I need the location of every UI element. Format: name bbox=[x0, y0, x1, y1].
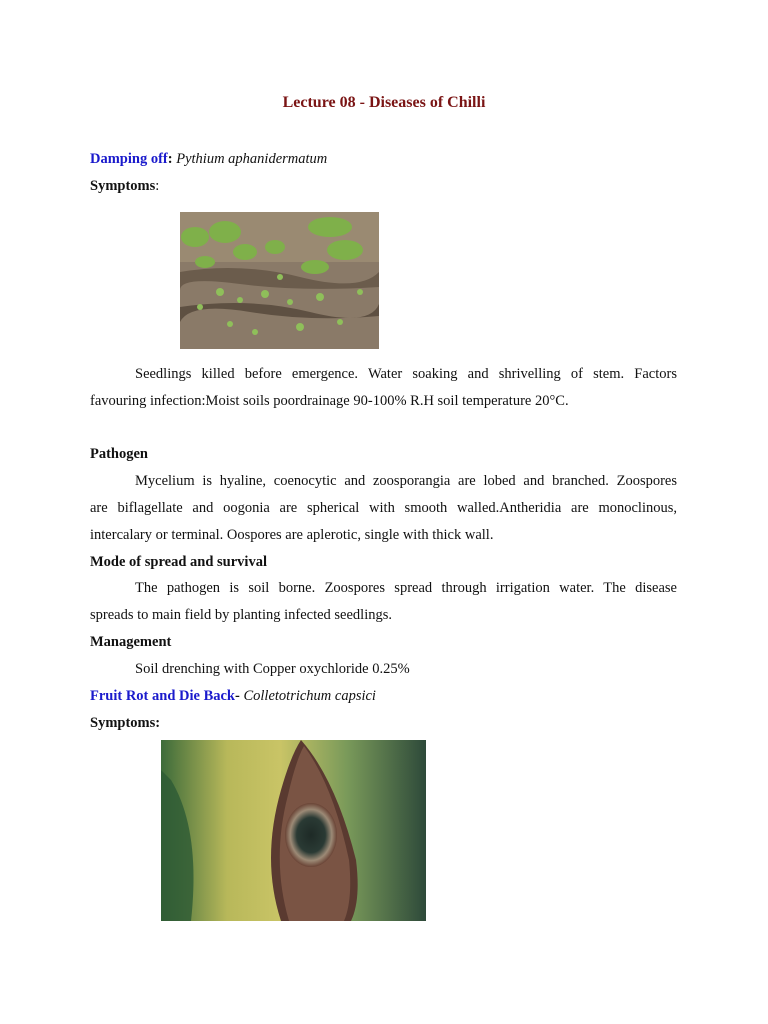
fruit-rot-image bbox=[161, 740, 426, 921]
symptoms-colon: : bbox=[155, 178, 160, 194]
symptoms-text-line-1: Seedlings killed before emergence. Water soaking and shrivelling of stem. Factors bbox=[135, 366, 677, 382]
fruit-rot-heading-line bbox=[90, 687, 677, 705]
separator: - bbox=[235, 688, 240, 704]
pathogen-heading: Pathogen bbox=[90, 446, 148, 462]
symptoms-text-line-2: favouring infection:Moist soils poordrainage 90-100% R.H soil temperature 20°C. bbox=[90, 393, 569, 409]
pathogen-name: Colletotrichum capsici bbox=[239, 688, 376, 704]
separator: : bbox=[167, 151, 173, 167]
pathogen-text-line-1: Mycelium is hyaline, coenocytic and zoosporangia are lobed and branched. Zoospores bbox=[135, 473, 677, 489]
fruit-rot-symptoms-label: Symptoms: bbox=[90, 715, 161, 731]
disease-name-damping-off: Damping off bbox=[90, 151, 168, 167]
symptoms-label: Symptoms bbox=[90, 178, 156, 194]
disease-name-fruit-rot: Fruit Rot and Die Back bbox=[90, 688, 235, 704]
pathogen-name: Pythium aphanidermatum bbox=[176, 151, 328, 167]
pathogen-text-line-3: intercalary or terminal. Oospores are aplerotic, single with thick wall. bbox=[90, 527, 494, 543]
spread-text-line-2: spreads to main field by planting infected seedlings. bbox=[90, 607, 393, 623]
damping-off-image bbox=[180, 212, 379, 349]
damping-off-heading-line bbox=[90, 150, 677, 168]
management-heading: Management bbox=[90, 634, 172, 650]
page-title: Lecture 08 - Diseases of Chilli bbox=[282, 94, 486, 111]
spread-heading: Mode of spread and survival bbox=[90, 554, 267, 570]
management-text-line-1: Soil drenching with Copper oxychloride 0.25% bbox=[135, 661, 410, 677]
pathogen-text-line-2: are biflagellate and oogonia are spherical with smooth walled.Antheridia are monoclinous, bbox=[90, 500, 677, 516]
spread-text-line-1: The pathogen is soil borne. Zoospores spread through irrigation water. The disease bbox=[135, 580, 677, 596]
symptoms-label-line bbox=[90, 177, 677, 195]
